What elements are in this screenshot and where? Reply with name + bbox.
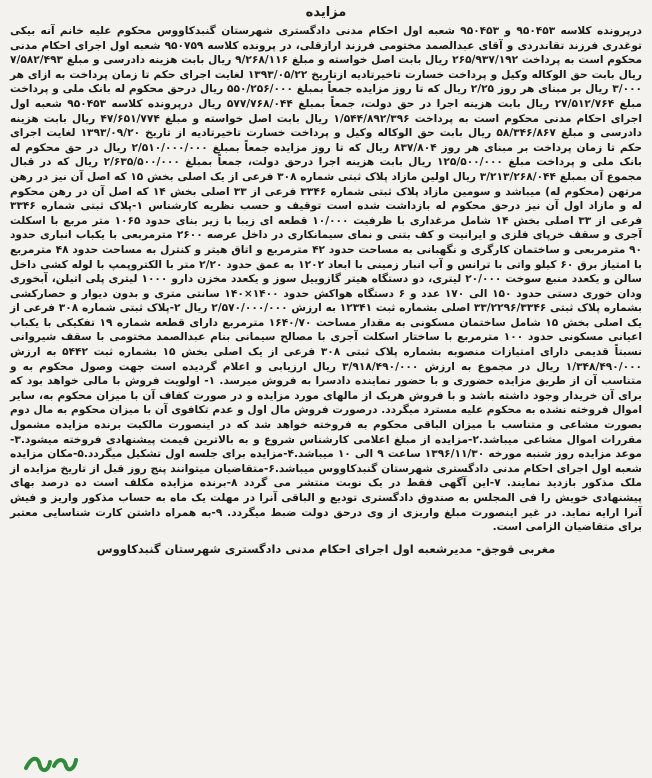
notice-body: درپرونده کلاسه ۹۵۰۴۵۳ و ۹۵۰۴۵۳ شعبه اول احکام مدنی دادگستری شهرستان گنبدکاووس محکوم علیه خانم آنه بیکی توغدری فرزند تقاندردی و آقای عبدالصمد مختومی فرزند ارازقلی، در پرونده کلاسه ۹۵۰۷۵۹ شعبه اول اجرای احکام مدنی محکوم است به پرداخت ۲۶۵/۹۳۷/۱۹۲ ریال بابت اصل خواسته و مبلغ ۹/۲۶۸/۱۱۶ ریال بابت هزینه دادرسی و مبلغ ۷/۵۸۲/۴۹۳ ریال بابت حق الوکاله وکیل و پرداخت خسارت تاخیرتادیه ازتاریخ ۱۳۹۳/۰۵/۲۲ لغایت اجرای حکم تا زمان پرداخت به ازای هر ۳/۰۰۰ ریال بر مبنای هر روز ۲/۲۵ ریال که تا روز مزایده جمعاً بمبلغ ۵۵۰/۲۵۶/۰۰۰ ریال درحق محکوم له بانک ملی و پرداخت مبلغ ۲۷/۵۱۲/۷۶۴ ریال بابت هزینه اجرا در حق دولت، جمعاً بمبلغ ۵۷۷/۷۶۸/۰۴۴ ریال درپرونده کلاسه ۹۵۰۴۵۳ شعبه اول اجرای احکام مدنی محکوم است به پرداخت ۱/۵۴۴/۸۹۲/۳۹۶ ریال بابت اصل خواسته و مبلغ ۴۷/۶۵۱/۷۷۴ ریال بابت هزینه دادرسی و مبلغ ۵۸/۳۴۶/۸۶۷ ریال بابت حق الوکاله وکیل و پرداخت خسارت تاخیرتادیه از تاریخ ۱۳۹۳/۰۹/۲۰ لغایت اجرای حکم تا زمان پرداخت بر مبنای هر روز ۸۳۷/۸۰۴ ریال که تا روز مزایده جمعاً بمبلغ ۲/۵۱۰/۰۰۰/۰۰۰ ریال در حق محکوم له بانک ملی و پرداخت مبلغ ۱۲۵/۵۰۰/۰۰۰ ریال بابت هزینه اجرا درحق دولت، جمعاً بمبلغ ۲/۶۳۵/۵۰۰/۰۰۰ ریال که در قبال مجموع آن بمبلغ ۳/۲۱۳/۲۶۸/۰۴۴ ریال اولین مازاد پلاک ثبتی شماره ۳۰۸ فرعی از یک اصلی بخش ۱۵ که اصل آن نیز در رهن مرتهن (محکوم له) میباشد و سومین مازاد پلاک ثبتی شماره ۳۳۴۶ فرعی از ۳۳ اصلی بخش ۱۴ که اصل آن در رهن محکوم له و مازاد اول آن نیز درحق محکوم له بازداشت شده است توقیف و حسب نظریه کارشناس ۱-پلاک ثبتی شماره ۳۳۴۶ فرعی از ۳۳ اصلی بخش ۱۴ شامل مرغداری با ظرفیت ۱۰/۰۰۰ قطعه ای زیبا با زیر بنای حدود ۱۰۶۵ متر مربع با اسکلت آجری و سقف خرپای فلزی و ایرانیت و کف بتنی و نمای سیمانکاری در داخل عرصه ۲۶۰۰ مترمربعی با یکباب انباری حدود ۹۰ مترمربعی و ساختمان کارگری و نگهبانی به مساحت حدود ۴۲ مترمربع و اتاق هیتر و کنترل به مساحت حدود ۴۸ مترمربع با امتیاز برق ۶۰ کیلو واتی با ترانس و آب انبار زمینی با ابعاد ۱۲۰۲ به عمق حدود ۲/۲۰ متر با الکتروپمپ با لوله کشی داخل سالن و یکعدد منبع سوخت ۲۰/۰۰۰ لیتری، دو دستگاه هیتر گازوییل سوز و یکعدد مخزن دارو ۱۰۰۰ لیتری پلی اتیلن، آبخوری ودان خوری دستی حدود ۱۵۰ الی ۱۷۰ عدد و ۶ دستگاه هواکش حدود ۱۴۰۰×۱۴۰ سانتی متری و بدون دیوار و حصارکشی بشماره پلاک ثبتی ۳۳/۲۲۹۶/۳۳۴۶ اصلی بشماره ثبت ۱۲۳۴۱ به ارزش ۲/۵۷۰/۰۰۰/۰۰۰ ریال ۲-پلاک ثبتی شماره ۳۰۸ فرعی از یک اصلی بخش ۱۵ شامل ساختمان مسکونی به مقدار مساحت ۱۶۴۰/۷۰ مترمربع دارای قطعه شماره ۱۹ تفکیکی با یکباب اعیانی مسکونی حدود ۱۰۰ مترمربع با ساختار اسکلت آجری با مصالح سیمانی بنام عبدالصمد مختومی با سقف شیروانی نسبتاً قدیمی دارای امتیازات منصوبه بشماره پلاک ثبتی ۳۰۸ فرعی از یک اصلی بخش ۱۵ بشماره ثبت ۵۴۴۲ به ارزش ۱/۳۴۸/۴۹۰/۰۰۰ ریال در مجموع به ارزش ۳/۹۱۸/۴۹۰/۰۰۰ ریال ارزیابی و اعلام گردیده است جهت وصول محکوم به و متناسب آن از طریق مزایده حضوری و با حضور نماینده دادسرا به فروش میرسد. ۱- اولویت فروش با مالی خواهد بود که برای آن خریدار وجود داشته باشد و با فروش هریک از مالهای مورد مزایده و در صورت کفاف آن با میزان محکوم به، سایر اموال فروخته نشده به محکوم علیه مسترد میگردد. درصورت فروش مال اول و عدم تکافوی آن با میزان محکوم به مال دوم بصورت مشاعی و متناسب با میزان الباقی محکوم به فروخته خواهد شد که در اینصورت مالکیت برنده مزایده مشمول مقررات اموال مشاعی میباشد.۲-مزایده از مبلغ اعلامی کارشناس شروع و به بالاترین قیمت پیشنهادی فروخته میشود.۳-موعد مزایده روز شنبه مورخه ۱۳۹۶/۱۱/۳۰ ساعت ۹ الی ۱۰ میباشد.۴-مزایده برای جلسه اول تشکیل میگردد.۵-مکان مزایده شعبه اول اجرای احکام مدنی دادگستری شهرستان گنبدکاووس میباشد.۶-متقاضیان میتوانند پنج روز قبل از تاریخ مزایده از ملک مذکور بازدید نمایند. ۷-این آگهی فقط در یک نوبت منتشر می گردد ۸-برنده مزایده مکلف است ده درصد بهای پیشنهادی خویش را فی المجلس به صندوق دادگستری تودیع و الباقی آنرا در مهلت یک ماه به حساب مذکور واریز و فیش آنرا ارایه نماید. در غیر اینصورت مبلغ واریزی از وی درحق دولت ضبط میگردد. ۹-به همراه داشتن کارت شناسایی معتبر برای متقاضیان الزامی است. [9,25,643,534]
notice-signature: مغربی قوجق- مدیرشعبه اول اجرای احکام مدنی دادگستری شهرستان گنبدکاووس [96,541,556,556]
green-brush-logo-icon [22,752,80,774]
notice-title: مزایده [305,5,347,20]
